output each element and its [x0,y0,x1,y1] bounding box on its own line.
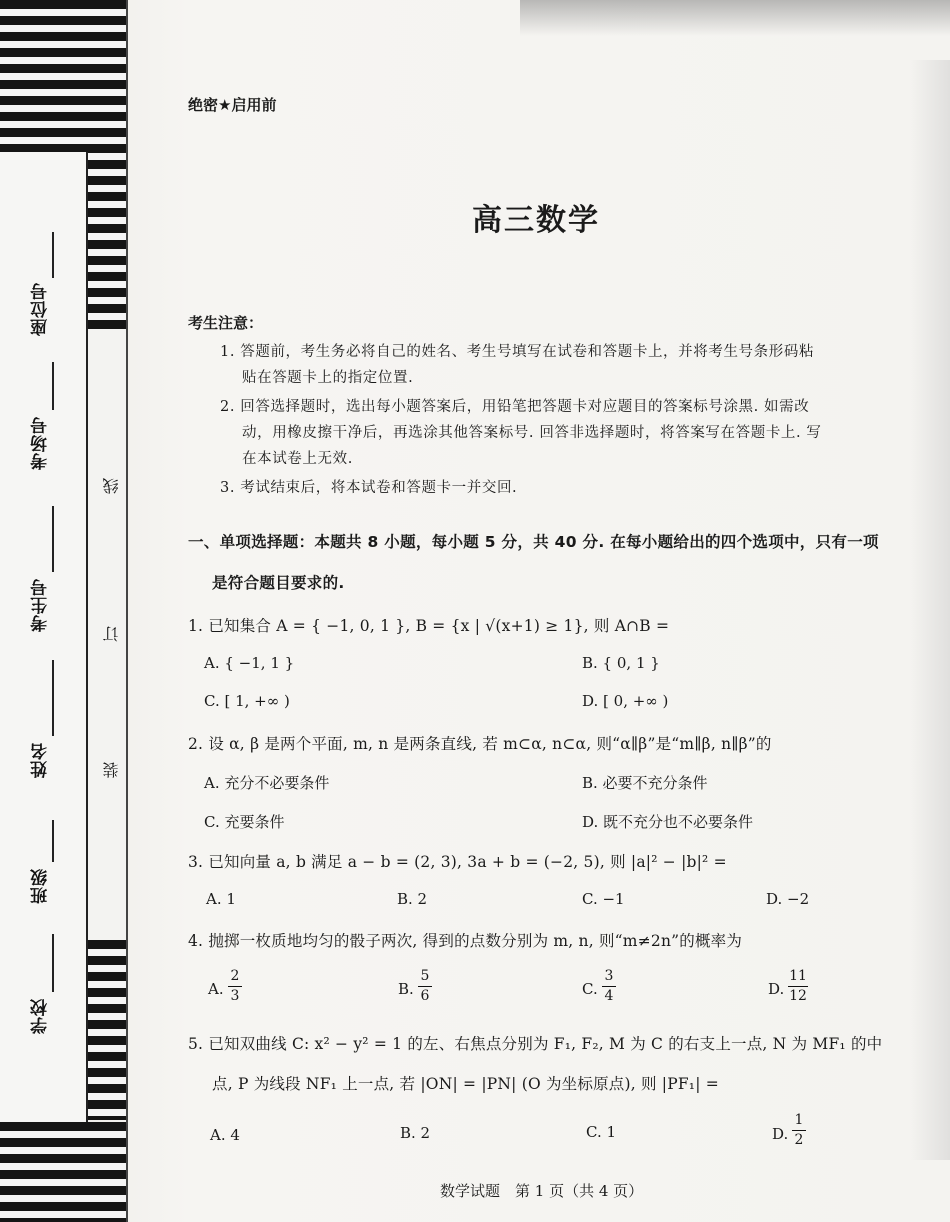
q1-option-a: A. { −1, 1 } [204,654,295,672]
q4-option-d-label: D. [768,980,785,998]
fraction-numerator: 1 [794,1112,804,1128]
q4-option-a-label: A. [208,980,224,998]
field-class-blank[interactable] [52,820,54,862]
notice-line-2: 贴在答题卡上的指定位置. [242,370,414,386]
q4-option-d-fraction [788,968,808,1005]
stripe-block-top-inner [88,0,128,330]
q2-option-a: A. 充分不必要条件 [204,774,330,792]
q4-option-b-fraction [418,968,432,1005]
q3-option-a: A. 1 [206,890,236,908]
q4-option-c-label: C. [582,980,598,998]
q1-option-c: C. [ 1, +∞ ) [204,692,290,710]
notice-line-6: 3. 考试结束后，将本试卷和答题卡一并交回. [220,480,518,496]
q1-option-d: D. [ 0, +∞ ) [582,692,669,710]
section-heading-line-1: 一、单项选择题：本题共 8 小题，每小题 5 分，共 40 分. 在每小题给出的四个选项中，只有一项 [188,533,879,551]
field-name-label: 姓名 [31,742,51,778]
fraction-denominator: 2 [794,1132,804,1148]
cut-mark-bind: 装 [102,762,121,778]
q5-option-b: B. 2 [400,1124,431,1142]
fraction-numerator: 3 [604,968,614,984]
q4-option-c-fraction [602,968,616,1005]
question-1-stem: 1. 已知集合 A = { −1, 0, 1 }, B = {x | √(x+1) ≥ 1}, 则 A∩B = [188,617,670,635]
stripe-block-lower [88,940,128,1120]
field-room-label: 考场号 [31,416,51,470]
fraction-numerator: 11 [789,968,807,984]
field-school-label: 学校 [31,998,51,1034]
q4-option-a-fraction [228,968,242,1005]
notice-line-3: 2. 回答选择题时，选出每小题答案后，用铅笔把答题卡对应题目的答案标号涂黑. 如需改 [220,399,810,415]
field-examno-label: 考生号 [31,578,51,632]
field-room-blank[interactable] [52,362,54,410]
q1-option-b: B. { 0, 1 } [582,654,660,672]
scan-shadow-top [520,0,950,36]
cut-mark-line: 线 [102,478,121,494]
q5-option-d-label: D. [772,1125,789,1143]
field-school-blank[interactable] [52,934,54,992]
q3-option-c: C. −1 [582,890,625,908]
notice-heading: 考生注意： [188,314,264,332]
q4-option-b-label: B. [398,980,414,998]
fraction-denominator: 6 [420,988,430,1004]
q3-option-d: D. −2 [766,890,810,908]
stripe-block-bottom [0,1122,128,1222]
question-5-stem-line-1: 5. 已知双曲线 C: x² − y² = 1 的左、右焦点分别为 F₁, F₂, M 为 C 的右支上一点, N 为 MF₁ 的中 [188,1035,883,1053]
fraction-numerator: 2 [230,968,240,984]
field-examno-blank[interactable] [52,506,54,572]
question-3-stem: 3. 已知向量 a, b 满足 a − b = (2, 3), 3a + b = (−2, 5), 则 |a|² − |b|² = [188,853,727,871]
field-seat-label: 座位号 [31,282,51,336]
notice-line-5: 在本试卷上无效. [242,451,353,467]
section-heading-line-2: 是符合题目要求的. [212,574,345,592]
q5-option-c: C. 1 [586,1123,617,1141]
binding-edge [126,0,128,1222]
scan-shadow-right [910,60,950,1160]
confidential-mark: 绝密★启用前 [188,96,277,114]
q2-option-d: D. 既不充分也不必要条件 [582,813,754,831]
fraction-denominator: 4 [604,988,614,1004]
fraction-denominator: 3 [230,988,240,1004]
q2-option-b: B. 必要不充分条件 [582,774,708,792]
page-title: 高三数学 [472,203,600,238]
field-name-blank[interactable] [52,660,54,736]
fraction-numerator: 5 [420,968,430,984]
q3-option-b: B. 2 [397,890,428,908]
fraction-denominator: 12 [789,988,807,1004]
q5-option-d-fraction [792,1112,806,1149]
question-5-stem-line-2: 点, P 为线段 NF₁ 上一点, 若 |ON| = |PN| (O 为坐标原点), 则 |PF₁| = [212,1075,719,1093]
notice-line-1: 1. 答题前，考生务必将自己的姓名、考生号填写在试卷和答题卡上，并将考生号条形码粘 [220,344,815,360]
cut-mark-staple: 订 [102,626,121,642]
page-footer: 数学试题 第 1 页（共 4 页） [440,1182,644,1200]
field-class-label: 班级 [31,868,51,904]
question-4-stem: 4. 抛掷一枚质地均匀的骰子两次, 得到的点数分别为 m, n, 则“m≠2n”的概率为 [188,932,743,950]
notice-line-4: 动，用橡皮擦干净后，再选涂其他答案标号. 回答非选择题时，将答案写在答题卡上. 写 [242,425,822,441]
binding-divider [86,152,88,1122]
field-seat-blank[interactable] [52,232,54,278]
q5-option-a: A. 4 [210,1126,240,1144]
q2-option-c: C. 充要条件 [204,813,285,831]
question-2-stem: 2. 设 α, β 是两个平面, m, n 是两条直线, 若 m⊂α, n⊂α, 则“α∥β”是“m∥β, n∥β”的 [188,735,772,753]
